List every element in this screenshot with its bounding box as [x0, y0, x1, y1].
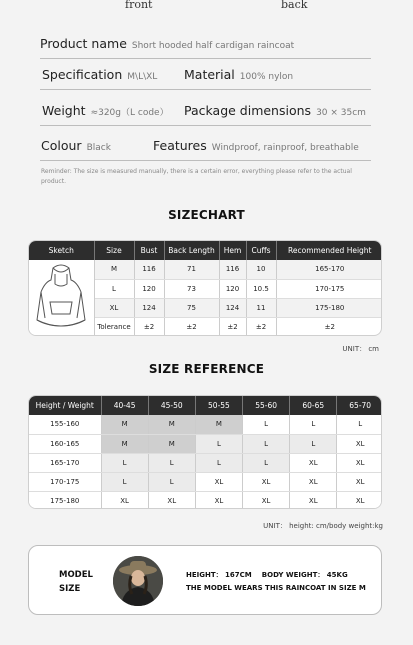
bust-cell: 124: [134, 298, 164, 317]
recommended-height-cell: 165-170: [276, 260, 382, 279]
spec-row-specification: [40, 59, 371, 90]
sizechart-unit: UNIT： cm: [342, 345, 379, 353]
size-cell: L: [243, 434, 290, 453]
product-name-value: Short hooded half cardigan raincoat: [131, 41, 295, 51]
size-cell: XL: [337, 434, 382, 453]
header-size: Size: [94, 241, 134, 260]
sizechart-table: [29, 241, 382, 336]
cuffs-cell: 11: [246, 298, 276, 317]
table-row: [29, 260, 382, 279]
specification-value: M\L\XL: [127, 72, 158, 82]
size-cell: M: [94, 260, 134, 279]
features-key: Features: [153, 138, 207, 153]
back-label: back: [281, 0, 308, 11]
header-back-length: Back Length: [164, 241, 219, 260]
size-cell: L: [148, 453, 195, 472]
height-cell: 155-160: [29, 415, 101, 434]
size-reference-unit: UNIT： height: cm/body weight:kg: [263, 522, 383, 530]
header-hem: Hem: [219, 241, 246, 260]
recommended-height-tolerance: ±2: [324, 322, 335, 331]
recommended-height-cell: 175-180: [276, 298, 382, 317]
sizechart-table-container: [28, 240, 382, 336]
size-cell: XL: [101, 491, 148, 509]
back-length-tolerance: ±2: [164, 317, 219, 336]
size-cell: L: [337, 415, 382, 434]
model-photo: [113, 556, 163, 606]
package-dimensions-value: 30 × 35cm: [316, 108, 366, 118]
view-labels: [0, 0, 413, 14]
model-weight: BODY WEIGHT： 45KG: [261, 571, 348, 579]
specification-key: Specification: [42, 67, 123, 82]
size-cell: M: [101, 434, 148, 453]
size-cell: XL: [243, 491, 290, 509]
back-length-cell: 73: [164, 279, 219, 298]
height-cell: 160-165: [29, 434, 101, 453]
header-cuffs: Cuffs: [246, 241, 276, 260]
table-row: [29, 491, 382, 509]
size-cell: L: [243, 453, 290, 472]
header-weight-50-55: 50-55: [195, 396, 242, 415]
material-key: Material: [184, 67, 235, 82]
size-cell: L: [243, 415, 290, 434]
size-reference-header-row: [29, 396, 382, 415]
size-reference-table-container: [28, 395, 382, 509]
table-row: [29, 415, 382, 434]
spec-row-weight: [40, 90, 371, 126]
size-cell: L: [101, 472, 148, 491]
hem-cell: 120: [219, 279, 246, 298]
table-row: [29, 453, 382, 472]
size-cell: M: [148, 415, 195, 434]
weight-value: ≈320g（L code）: [90, 108, 169, 118]
size-cell: XL: [243, 472, 290, 491]
raincoat-sketch: [29, 260, 94, 336]
size-cell: XL: [290, 491, 337, 509]
recommended-height-cell: 170-175: [276, 279, 382, 298]
features-value: Windproof, rainproof, breathable: [211, 143, 359, 153]
model-size-title: [59, 568, 93, 596]
hem-cell: 124: [219, 298, 246, 317]
sizechart-title: SIZECHART: [168, 208, 245, 222]
product-name-key: Product name: [40, 36, 127, 51]
size-cell: XL: [148, 491, 195, 509]
model-portrait-icon: [113, 556, 163, 606]
package-dimensions-key: Package dimensions: [184, 103, 312, 118]
model-title-line2: SIZE: [59, 584, 81, 594]
model-note: THE MODEL WEARS THIS RAINCOAT IN SIZE M: [186, 584, 366, 592]
model-size-card: [28, 545, 382, 615]
cuffs-tolerance: ±2: [246, 317, 276, 336]
material-value: 100% nylon: [239, 72, 294, 82]
sizechart-header-row: [29, 241, 382, 260]
bust-cell: 120: [134, 279, 164, 298]
height-cell: 170-175: [29, 472, 101, 491]
model-height: HEIGHT： 167CM: [186, 571, 252, 579]
header-weight-55-60: 55-60: [243, 396, 290, 415]
size-reference-table: [29, 396, 382, 509]
size-cell: M: [148, 434, 195, 453]
hem-tolerance: ±2: [219, 317, 246, 336]
header-recommended-height: Recommended Height: [276, 241, 382, 260]
back-length-cell: 71: [164, 260, 219, 279]
height-cell: 175-180: [29, 491, 101, 509]
reminder-note: Reminder: The size is measured manually, there is a certain error, everything please refer to the actual product.: [41, 168, 352, 185]
size-cell: L: [148, 472, 195, 491]
size-cell: L: [195, 434, 242, 453]
height-cell: 165-170: [29, 453, 101, 472]
size-reference-title: SIZE REFERENCE: [148, 362, 265, 376]
header-weight-60-65: 60-65: [290, 396, 337, 415]
tolerance-label: Tolerance: [94, 317, 134, 336]
size-cell: XL: [337, 453, 382, 472]
back-length-cell: 75: [164, 298, 219, 317]
cuffs-cell: 10.5: [246, 279, 276, 298]
size-cell: M: [195, 415, 242, 434]
header-sketch: Sketch: [29, 241, 94, 260]
size-cell: L: [290, 415, 337, 434]
bust-cell: 116: [134, 260, 164, 279]
size-cell: XL: [290, 453, 337, 472]
raincoat-sketch-icon: [31, 262, 91, 332]
size-cell: XL: [195, 491, 242, 509]
size-cell: XL: [195, 472, 242, 491]
table-row: [29, 472, 382, 491]
header-weight-40-45: 40-45: [101, 396, 148, 415]
size-cell: L: [290, 434, 337, 453]
header-bust: Bust: [134, 241, 164, 260]
size-cell: XL: [94, 298, 134, 317]
model-stats-line: [186, 569, 366, 582]
front-label: front: [125, 0, 153, 11]
hem-cell: 116: [219, 260, 246, 279]
size-cell: L: [101, 453, 148, 472]
weight-key: Weight: [42, 103, 86, 118]
bust-tolerance: ±2: [134, 317, 164, 336]
spec-row-product-name: [40, 24, 371, 59]
cuffs-cell: 10: [246, 260, 276, 279]
colour-value: Black: [86, 143, 111, 153]
colour-key: Colour: [41, 138, 82, 153]
model-info: [186, 569, 366, 595]
size-cell: L: [94, 279, 134, 298]
header-weight-65-70: 65-70: [337, 396, 382, 415]
size-cell: XL: [337, 472, 382, 491]
header-height-weight: Height / Weight: [29, 396, 101, 415]
model-title-line1: MODEL: [59, 570, 93, 580]
spec-row-colour: [40, 126, 371, 161]
size-cell: XL: [337, 491, 382, 509]
size-cell: XL: [290, 472, 337, 491]
table-row: [29, 434, 382, 453]
size-cell: M: [101, 415, 148, 434]
header-weight-45-50: 45-50: [148, 396, 195, 415]
size-cell: L: [195, 453, 242, 472]
